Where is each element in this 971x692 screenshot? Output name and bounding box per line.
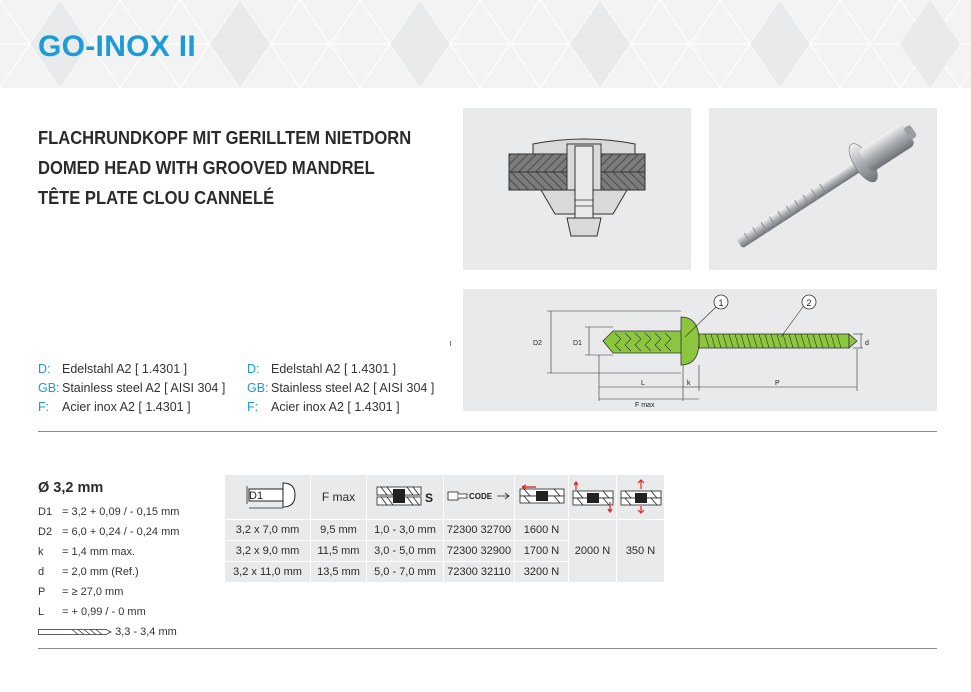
cell-code: 72300 32900	[444, 541, 515, 562]
header-s-label: S	[425, 490, 434, 505]
material-value: Stainless steel A2 [ AISI 304 ]	[62, 381, 226, 395]
material-lang: F:	[247, 400, 259, 414]
table-row	[225, 520, 665, 541]
material-lang: GB:	[247, 381, 269, 395]
diameter-title: Ø 3,2 mm	[38, 480, 104, 496]
material-lang: D:	[247, 362, 260, 376]
header-tensile	[617, 475, 665, 520]
material-row	[38, 398, 225, 417]
drill-bit-icon	[38, 627, 112, 637]
material-row	[38, 379, 225, 398]
cell-size: 3,2 x 11,0 mm	[225, 562, 311, 583]
material-value: Edelstahl A2 [ 1.4301 ]	[62, 362, 188, 376]
cell-grip: 1,0 - 3,0 mm	[367, 520, 444, 541]
rivet-cross-section-illustration	[463, 108, 691, 270]
label-k: k	[687, 380, 691, 387]
divider-top	[38, 431, 937, 432]
cell-code: 72300 32110	[444, 562, 515, 583]
cell-shear: 2000 N	[569, 520, 617, 583]
spec-row	[38, 542, 179, 562]
spec-row	[38, 522, 179, 542]
material-lang: F:	[38, 400, 50, 414]
headline-fr: TÊTE PLATE CLOU CANNELÉ	[38, 188, 275, 208]
code-icon	[445, 488, 513, 504]
label-d2: D2	[533, 340, 542, 347]
spec-row	[38, 562, 179, 582]
headline-de: FLACHRUNDKOPF MIT GERILLTEM NIETDORN	[38, 128, 412, 148]
product-title: GO-INOX II	[38, 30, 197, 63]
cell-setting: 1700 N	[515, 541, 569, 562]
label-d1: D1	[573, 340, 582, 347]
cell-fmax: 11,5 mm	[311, 541, 367, 562]
spec-key: P	[38, 586, 46, 598]
spec-value: = 3,2 + 0,09 / - 0,15 mm	[62, 506, 180, 518]
material-value: Stainless steel A2 [ AISI 304 ]	[271, 381, 435, 395]
cell-size: 3,2 x 9,0 mm	[225, 541, 311, 562]
spec-row	[38, 582, 179, 602]
material-row	[38, 360, 225, 379]
cell-fmax: 9,5 mm	[311, 520, 367, 541]
spec-key: L	[38, 606, 45, 618]
cell-setting: 3200 N	[515, 562, 569, 583]
material-row	[247, 398, 434, 417]
cell-grip: 5,0 - 7,0 mm	[367, 562, 444, 583]
material-value: Acier inox A2 [ 1.4301 ]	[62, 400, 191, 414]
setting-force-icon	[518, 483, 566, 509]
cell-grip: 3,0 - 5,0 mm	[367, 541, 444, 562]
materials-left	[38, 360, 225, 417]
spec-value: = 6,0 + 0,24 / - 0,24 mm	[62, 526, 180, 538]
cell-fmax: 13,5 mm	[311, 562, 367, 583]
material-lang: GB:	[38, 381, 60, 395]
table-header-row	[225, 475, 665, 520]
rivet-photo	[709, 108, 937, 270]
label-p: P	[775, 380, 780, 387]
grip-range-icon	[373, 483, 437, 509]
header-shear	[569, 475, 617, 520]
tensile-force-icon	[619, 478, 663, 514]
shear-force-icon	[571, 478, 615, 514]
rivet-size-icon	[235, 478, 301, 514]
headline-en: DOMED HEAD WITH GROOVED MANDREL	[38, 158, 375, 178]
page-mark	[449, 341, 453, 347]
callout-1: 1	[718, 298, 724, 308]
spec-key: k	[38, 546, 44, 558]
materials-right	[247, 360, 434, 417]
header-size	[225, 475, 311, 520]
material-value: Edelstahl A2 [ 1.4301 ]	[271, 362, 397, 376]
cell-size: 3,2 x 7,0 mm	[225, 520, 311, 541]
product-table	[224, 474, 665, 583]
header-fmax: F max	[311, 475, 367, 520]
spec-key: D1	[38, 506, 53, 518]
label-d: d	[865, 340, 869, 347]
header-code-label: CODE	[469, 491, 493, 501]
cell-code: 72300 32700	[444, 520, 515, 541]
cell-tensile: 350 N	[617, 520, 665, 583]
material-row	[247, 379, 434, 398]
spec-value: = 2,0 mm (Ref.)	[62, 566, 139, 578]
spec-value: = + 0,99 / - 0 mm	[62, 606, 146, 618]
drill-row	[38, 622, 179, 642]
header-code	[444, 475, 515, 520]
header-d1-label: D1	[248, 489, 263, 502]
spec-row	[38, 602, 179, 622]
material-row	[247, 360, 434, 379]
spec-key: d	[38, 566, 45, 578]
spec-key: D2	[38, 526, 53, 538]
cross-section-image	[463, 108, 691, 270]
spec-value: = ≥ 27,0 mm	[62, 586, 124, 598]
dimension-drawing-svg	[463, 289, 937, 411]
drill-size: 3,3 - 3,4 mm	[115, 626, 177, 638]
label-fmax: F max	[635, 402, 655, 409]
spec-value: = 1,4 mm max.	[62, 546, 136, 558]
spec-row	[38, 502, 179, 522]
label-l: L	[641, 380, 645, 387]
cell-setting: 1600 N	[515, 520, 569, 541]
dimension-specs	[38, 480, 179, 642]
material-lang: D:	[38, 362, 51, 376]
divider-bottom	[38, 648, 937, 649]
callout-2: 2	[806, 298, 812, 308]
product-description	[38, 127, 444, 217]
header-setting-force	[515, 475, 569, 520]
page-header	[0, 0, 971, 88]
rivet-photo-illustration	[709, 108, 937, 270]
material-value: Acier inox A2 [ 1.4301 ]	[271, 400, 400, 414]
header-grip	[367, 475, 444, 520]
dimension-drawing	[463, 289, 937, 411]
